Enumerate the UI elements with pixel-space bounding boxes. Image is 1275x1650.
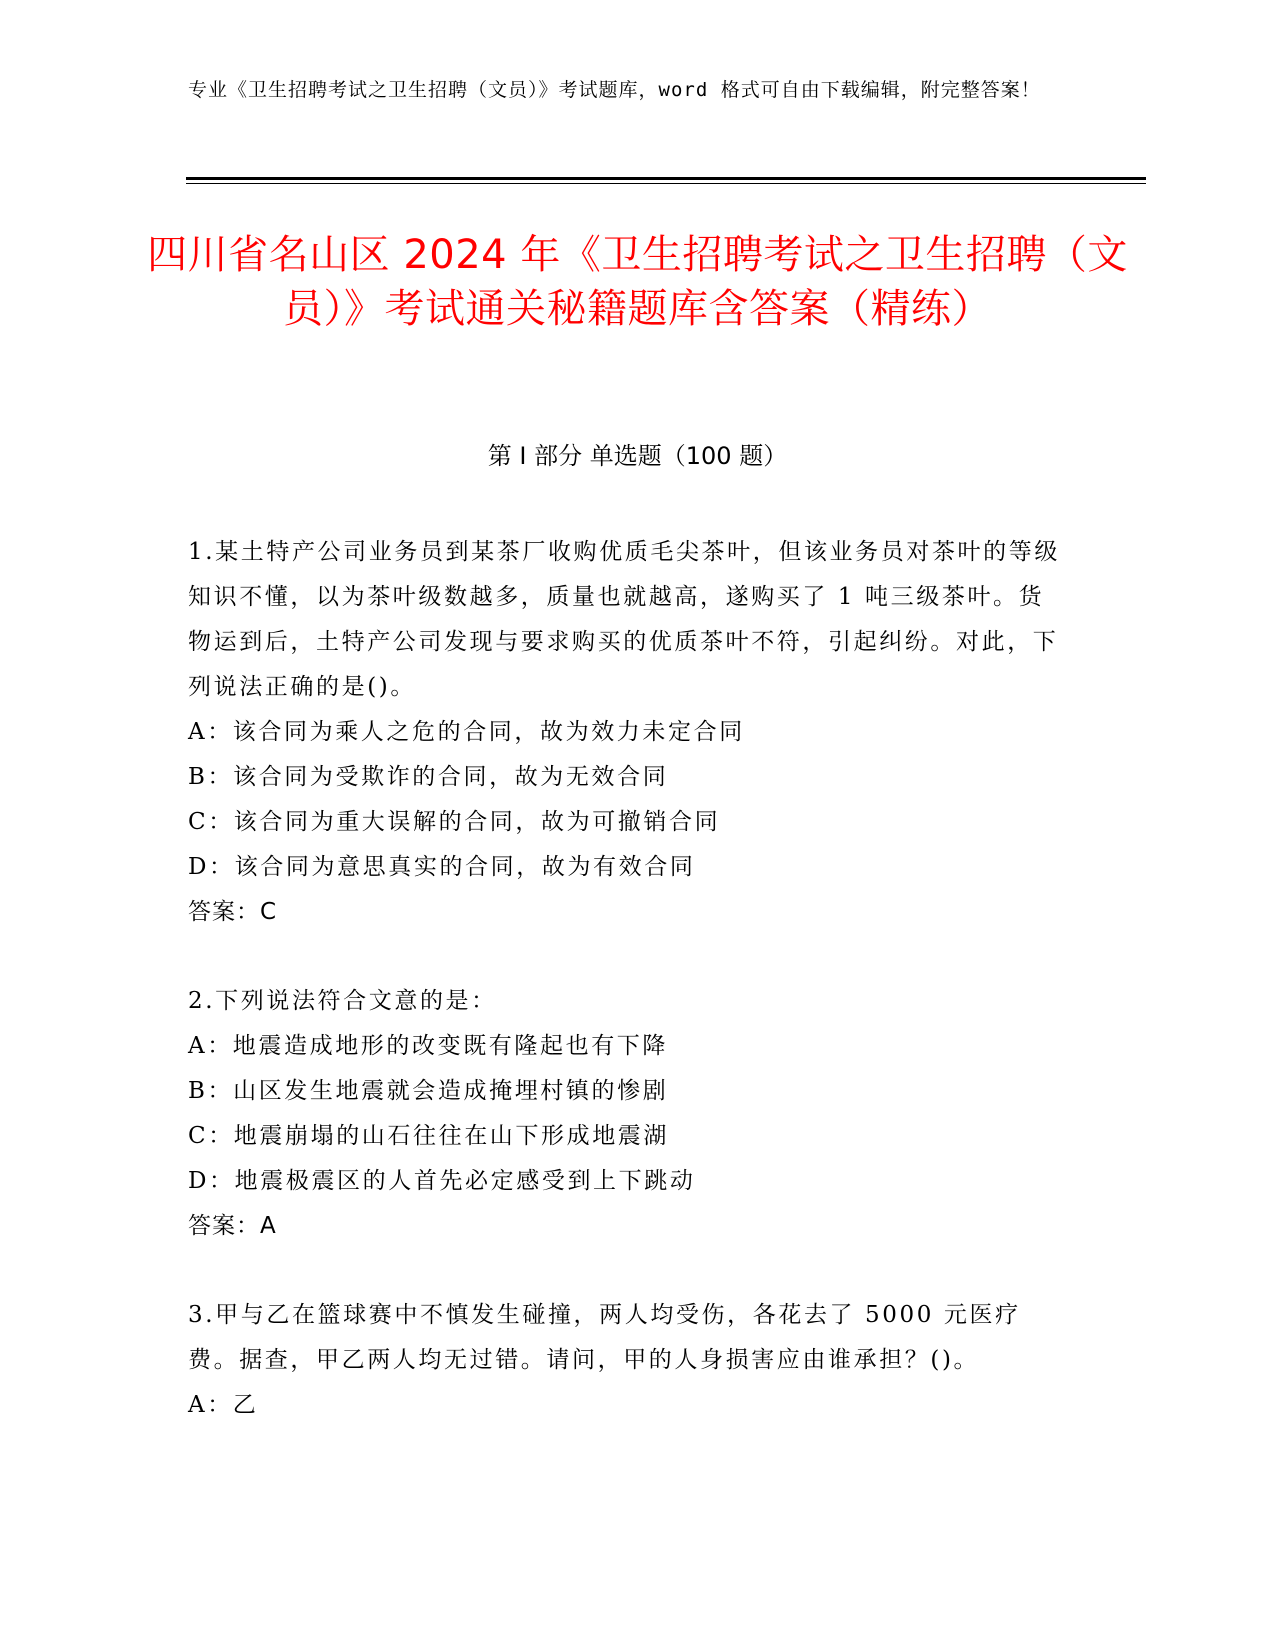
question-stem: 3.甲与乙在篮球赛中不慎发生碰撞，两人均受伤，各花去了 5000 元医疗费。据查，甲乙两人均无过错。请问，甲的人身损害应由谁承担？()。: [188, 1302, 1021, 1373]
answer-label: 答案：C: [188, 899, 278, 925]
option-c: C：该合同为重大误解的合同，故为可撤销合同: [188, 809, 721, 835]
option-d: D：地震极震区的人首先必定感受到上下跳动: [188, 1168, 696, 1194]
option-a: A：该合同为乘人之危的合同，故为效力未定合同: [188, 719, 745, 745]
header-divider-thick: [186, 177, 1146, 180]
answer-label: 答案：A: [188, 1213, 277, 1239]
question-list: [188, 530, 1068, 1472]
option-d: D：该合同为意思真实的合同，故为有效合同: [188, 854, 696, 880]
document-title: 四川省名山区 2024 年《卫生招聘考试之卫生招聘（文员）》考试通关秘籍题库含答案（精练）: [147, 232, 1128, 332]
option-a: A：乙: [188, 1392, 259, 1418]
question-3: [188, 1293, 1068, 1428]
option-b: B：该合同为受欺诈的合同，故为无效合同: [188, 764, 669, 790]
question-1: [188, 530, 1068, 935]
option-b: B：山区发生地震就会造成掩埋村镇的惨剧: [188, 1078, 669, 1104]
question-2: [188, 979, 1068, 1249]
section-title: 第 I 部分 单选题（100 题）: [487, 442, 788, 470]
question-stem: 1.某土特产公司业务员到某茶厂收购优质毛尖茶叶，但该业务员对茶叶的等级知识不懂，以为茶叶级数越多，质量也就越高，遂购买了 1 吨三级茶叶。货物运到后，土特产公司发现与要求购买的优质茶叶不符，引起纠纷。对此，下列说法正确的是()。: [188, 539, 1060, 700]
question-stem: 2.下列说法符合文意的是：: [188, 988, 497, 1014]
option-c: C：地震崩塌的山石往往在山下形成地震湖: [188, 1123, 669, 1149]
option-a: A：地震造成地形的改变既有隆起也有下降: [188, 1033, 669, 1059]
header-divider-thin: [186, 183, 1146, 184]
header-note: 专业《卫生招聘考试之卫生招聘（文员）》考试题库，word 格式可自由下载编辑，附完整答案！: [188, 79, 1041, 101]
